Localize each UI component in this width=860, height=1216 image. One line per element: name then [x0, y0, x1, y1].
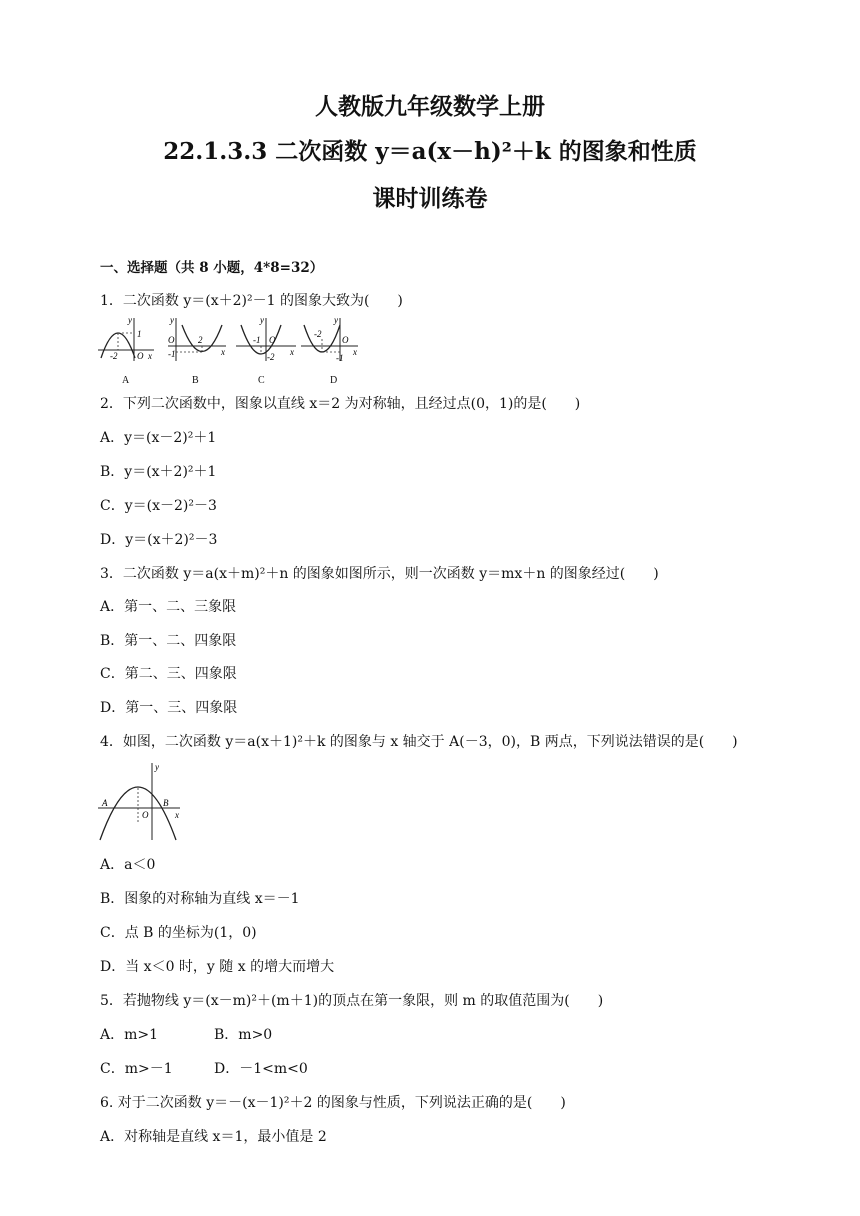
q4-parabola-graph: [96, 760, 186, 842]
q4-x-label: x: [175, 810, 179, 820]
q6-option-a: A．对称轴是直线 x＝1，最小值是 2: [100, 1129, 327, 1145]
q5-option-c: C．m>－1: [100, 1061, 173, 1077]
q2-option-b: B．y＝(x＋2)²＋1: [100, 464, 217, 480]
option-label-d: D: [330, 375, 338, 386]
option-label-a: A: [122, 375, 130, 386]
graph-c-origin: O: [269, 335, 276, 345]
option-label-b: B: [192, 375, 199, 386]
doc-title-line2: 22.1.3.3 二次函数 y＝a(x－h)²＋k 的图象和性质: [163, 138, 697, 165]
graph-a-tick-neg2: -2: [110, 351, 118, 361]
q3-option-c: C．第二、三、四象限: [100, 666, 237, 682]
q4-figure: [96, 760, 186, 846]
q3-option-d: D．第一、三、四象限: [100, 700, 238, 716]
question-1-stem: 1．二次函数 y＝(x＋2)²－1 的图象大致为( ): [100, 293, 403, 309]
graph-d-y-label: y: [334, 315, 338, 325]
graph-a-x-label: x: [148, 351, 152, 361]
q4-option-c: C．点 B 的坐标为(1，0): [100, 925, 257, 941]
q5-option-d: D．－1<m<0: [214, 1061, 308, 1077]
graph-a-tick-1: 1: [137, 329, 142, 339]
question-3-stem: 3．二次函数 y＝a(x＋m)²＋n 的图象如图所示，则一次函数 y＝mx＋n 的图象经过( ): [100, 566, 659, 582]
graph-b-y-label: y: [170, 315, 174, 325]
q2-option-c: C．y＝(x－2)²－3: [100, 498, 217, 514]
q4-point-a: A: [102, 798, 108, 808]
question-2-stem: 2．下列二次函数中，图象以直线 x＝2 为对称轴，且经过点(0，1)的是( ): [100, 396, 581, 412]
graph-d-tick-neg2: -2: [314, 329, 322, 339]
q2-option-d: D．y＝(x＋2)²－3: [100, 532, 218, 548]
question-4-stem: 4．如图，二次函数 y＝a(x＋1)²＋k 的图象与 x 轴交于 A(－3，0)，B 两点，下列说法错误的是( ): [100, 734, 738, 750]
q1-graph-options: [96, 313, 366, 363]
graph-c-y-label: y: [260, 315, 264, 325]
graph-b-tick-2: 2: [198, 335, 203, 345]
q4-point-b: B: [163, 798, 169, 808]
q3-option-a: A．第一、二、三象限: [100, 599, 237, 615]
doc-title-line1: 人教版九年级数学上册: [315, 93, 545, 120]
graph-b-tick-neg1: -1: [168, 349, 176, 359]
graph-d: [301, 315, 358, 363]
q5-option-b: B．m>0: [214, 1027, 273, 1043]
graph-b-origin: O: [168, 335, 175, 345]
q1-figures: [96, 313, 366, 367]
q4-option-a: A．a＜0: [100, 857, 156, 873]
question-5-stem: 5．若抛物线 y＝(x－m)²＋(m＋1)的顶点在第一象限，则 m 的取值范围为( ): [100, 993, 604, 1009]
graph-a-y-label: y: [128, 315, 132, 325]
option-label-c: C: [258, 375, 265, 386]
section-heading: 一、选择题（共 8 小题，4*8=32）: [100, 260, 324, 276]
doc-title-line3: 课时训练卷: [372, 185, 488, 212]
graph-c-tick-neg2: -2: [267, 352, 275, 362]
graph-d-x-label: x: [353, 347, 357, 357]
q2-option-a: A．y＝(x－2)²＋1: [100, 430, 217, 446]
question-6-stem: 6. 对于二次函数 y＝－(x－1)²＋2 的图象与性质，下列说法正确的是( ): [100, 1095, 566, 1111]
q5-option-a: A．m>1: [100, 1027, 159, 1043]
graph-d-origin: O: [342, 335, 349, 345]
graph-d-tick-neg1: -1: [336, 353, 344, 363]
graph-c-tick-neg1: -1: [253, 335, 261, 345]
q4-option-b: B．图象的对称轴为直线 x＝－1: [100, 891, 300, 907]
q4-origin: O: [142, 810, 149, 820]
graph-c: [236, 315, 296, 362]
graph-c-x-label: x: [290, 347, 294, 357]
graph-a-origin: O: [137, 351, 144, 361]
q4-y-label: y: [155, 762, 159, 772]
q4-option-d: D．当 x＜0 时，y 随 x 的增大而增大: [100, 959, 335, 975]
graph-a: [98, 315, 154, 361]
graph-b-x-label: x: [221, 347, 225, 357]
q3-option-b: B．第一、二、四象限: [100, 633, 237, 649]
graph-b: [168, 315, 226, 361]
